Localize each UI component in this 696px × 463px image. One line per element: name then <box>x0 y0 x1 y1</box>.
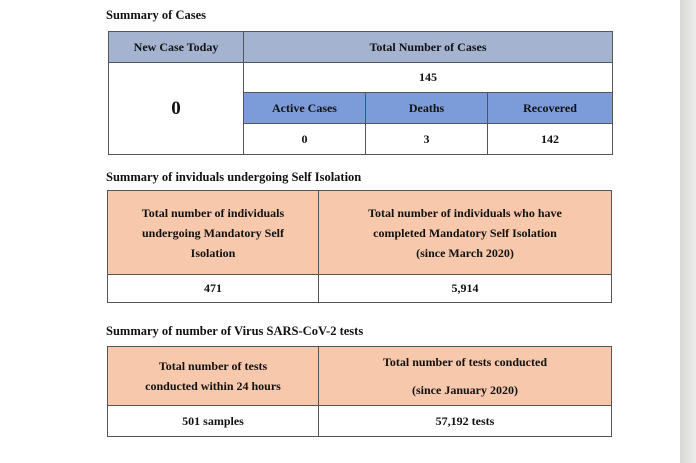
active-cases-value: 0 <box>244 124 366 155</box>
header-line: Isolation <box>190 245 236 260</box>
isolation-section-title: Summary of inviduals undergoing Self Isolation <box>106 170 362 184</box>
isolation-table <box>107 190 612 303</box>
tests-section-title: Summary of number of Virus SARS-CoV-2 tests <box>106 324 364 338</box>
total-cases-header: Total Number of Cases <box>244 32 613 63</box>
header-line: completed Mandatory Self Isolation <box>373 225 557 240</box>
page-edge-shadow <box>680 0 696 463</box>
tests-table <box>107 346 612 437</box>
tests-total-value: 57,192 tests <box>319 406 612 437</box>
new-case-header: New Case Today <box>109 32 244 63</box>
deaths-header: Deaths <box>366 93 488 124</box>
new-case-value: 0 <box>109 63 244 155</box>
cases-section-title: Summary of Cases <box>106 8 206 22</box>
isolation-completed-header <box>319 191 612 275</box>
isolation-completed-value: 5,914 <box>319 275 612 303</box>
tests-total-header <box>319 347 612 406</box>
recovered-header: Recovered <box>488 93 613 124</box>
cases-table <box>108 31 613 155</box>
header-line: Total number of tests conducted <box>382 355 547 369</box>
active-cases-header: Active Cases <box>244 93 366 124</box>
isolation-undergoing-header <box>108 191 319 275</box>
header-line: (since March 2020) <box>416 245 514 260</box>
recovered-value: 142 <box>488 124 613 155</box>
total-cases-value: 145 <box>244 63 613 93</box>
header-line: conducted within 24 hours <box>145 379 281 393</box>
isolation-undergoing-value: 471 <box>108 275 319 303</box>
header-line: Total number of tests <box>158 359 268 373</box>
tests-24h-value: 501 samples <box>108 406 319 437</box>
tests-24h-header <box>108 347 319 406</box>
header-line: (since January 2020) <box>412 383 518 397</box>
header-line: Total number of individuals who have <box>368 205 562 220</box>
header-line: undergoing Mandatory Self <box>141 225 284 240</box>
header-line: Total number of individuals <box>141 205 285 220</box>
deaths-value: 3 <box>366 124 488 155</box>
